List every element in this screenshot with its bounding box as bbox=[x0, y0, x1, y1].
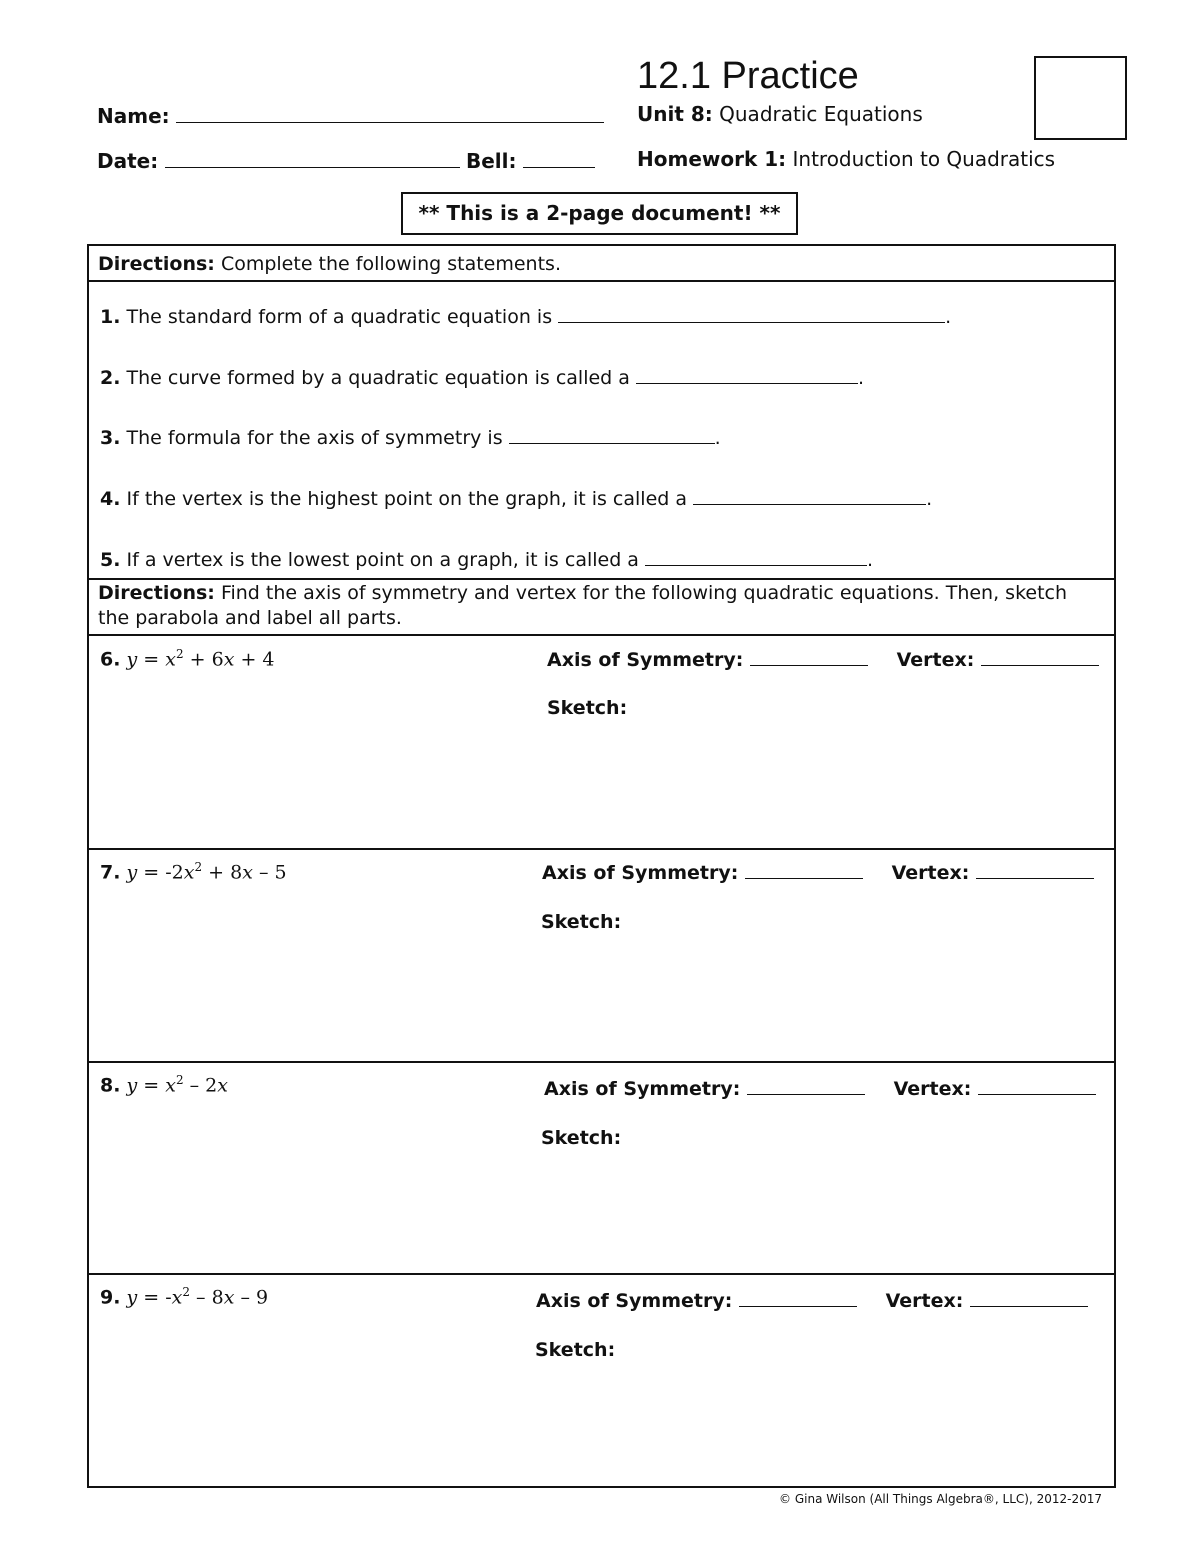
eq-part: = -2 bbox=[137, 861, 184, 884]
problem-9-answers bbox=[536, 1286, 1088, 1313]
unit-label: Unit 8: bbox=[637, 102, 713, 126]
eq-part: – 5 bbox=[252, 861, 287, 884]
eq-exponent: 2 bbox=[175, 647, 184, 661]
date-field[interactable] bbox=[165, 147, 460, 168]
answer-blank[interactable] bbox=[693, 484, 926, 505]
divider bbox=[89, 848, 1114, 850]
question-text: If a vertex is the lowest point on a graph, it is called a bbox=[126, 549, 639, 571]
eq-exponent: 2 bbox=[182, 1285, 191, 1299]
eq-var: x bbox=[165, 1074, 176, 1097]
eq-var: y bbox=[126, 861, 138, 884]
eq-var: x bbox=[171, 1286, 183, 1309]
axis-label: Axis of Symmetry: bbox=[544, 1078, 741, 1100]
problem-9-sketch-label: Sketch: bbox=[535, 1339, 616, 1361]
eq-part: = - bbox=[137, 1286, 172, 1309]
homework-line bbox=[637, 147, 1055, 171]
vertex-answer-blank[interactable] bbox=[976, 858, 1094, 879]
vertex-answer-blank[interactable] bbox=[981, 645, 1099, 666]
axis-label: Axis of Symmetry: bbox=[536, 1290, 733, 1312]
question-1: 1. The standard form of a quadratic equation is . bbox=[100, 302, 951, 329]
question-number: 3. bbox=[100, 427, 121, 449]
problem-6-equation bbox=[100, 642, 275, 671]
vertex-label: Vertex: bbox=[891, 862, 970, 884]
score-box[interactable] bbox=[1034, 56, 1127, 140]
directions-2 bbox=[98, 581, 1098, 631]
directions-1 bbox=[98, 252, 561, 277]
eq-var: y bbox=[126, 1286, 138, 1309]
homework-text: Introduction to Quadratics bbox=[792, 147, 1056, 171]
eq-var: x bbox=[242, 861, 253, 884]
problem-number: 9. bbox=[100, 1286, 121, 1309]
question-text: If the vertex is the highest point on the graph, it is called a bbox=[126, 488, 688, 510]
eq-exponent: 2 bbox=[175, 1073, 184, 1087]
question-number: 5. bbox=[100, 549, 121, 571]
date-label: Date: bbox=[97, 149, 159, 173]
axis-answer-blank[interactable] bbox=[747, 1074, 865, 1095]
question-number: 4. bbox=[100, 488, 121, 510]
eq-part: + 6 bbox=[183, 648, 224, 671]
question-text: The standard form of a quadratic equation is bbox=[126, 306, 553, 328]
axis-label: Axis of Symmetry: bbox=[547, 649, 744, 671]
problem-7-answers bbox=[542, 858, 1094, 885]
eq-part: – 2 bbox=[183, 1074, 218, 1097]
date-row bbox=[97, 147, 595, 173]
eq-var: x bbox=[223, 1286, 235, 1309]
problem-6-answers bbox=[547, 645, 1099, 672]
axis-label: Axis of Symmetry: bbox=[542, 862, 739, 884]
question-number: 2. bbox=[100, 367, 121, 389]
answer-blank[interactable] bbox=[509, 423, 715, 444]
problem-8-equation bbox=[100, 1068, 228, 1097]
problem-number: 6. bbox=[100, 648, 121, 671]
name-label: Name: bbox=[97, 104, 170, 128]
eq-var: x bbox=[165, 648, 176, 671]
eq-part: – 9 bbox=[234, 1286, 269, 1309]
question-5: 5. If a vertex is the lowest point on a graph, it is called a . bbox=[100, 545, 873, 572]
eq-part: = bbox=[137, 1074, 166, 1097]
divider bbox=[89, 578, 1114, 580]
answer-blank[interactable] bbox=[558, 302, 945, 323]
eq-var: y bbox=[126, 648, 138, 671]
eq-part: – 8 bbox=[190, 1286, 224, 1309]
directions-1-text: Complete the following statements. bbox=[220, 253, 561, 275]
bell-label: Bell: bbox=[465, 149, 517, 173]
eq-var: x bbox=[217, 1074, 228, 1097]
eq-exponent: 2 bbox=[194, 860, 203, 874]
directions-2-text: Find the axis of symmetry and vertex for the following quadratic equations. Then, sketch the parabola and label all parts. bbox=[98, 582, 1068, 629]
directions-2-label: Directions: bbox=[98, 582, 215, 604]
question-number: 1. bbox=[100, 306, 121, 328]
axis-answer-blank[interactable] bbox=[745, 858, 863, 879]
eq-part: = bbox=[137, 648, 166, 671]
problem-number: 8. bbox=[100, 1074, 121, 1097]
problem-8-sketch-label: Sketch: bbox=[541, 1127, 622, 1149]
problem-8-answers bbox=[544, 1074, 1096, 1101]
problem-number: 7. bbox=[100, 861, 121, 884]
name-field[interactable] bbox=[176, 102, 604, 123]
unit-line bbox=[637, 102, 923, 126]
divider bbox=[89, 1061, 1114, 1063]
eq-var: x bbox=[223, 648, 235, 671]
question-4: 4. If the vertex is the highest point on the graph, it is called a . bbox=[100, 484, 932, 511]
eq-var: x bbox=[183, 861, 195, 884]
unit-text: Quadratic Equations bbox=[719, 102, 923, 126]
vertex-label: Vertex: bbox=[885, 1290, 964, 1312]
eq-var: y bbox=[126, 1074, 138, 1097]
copyright-footer: © Gina Wilson (All Things Algebra®, LLC), 2012-2017 bbox=[779, 1492, 1102, 1506]
question-text: The formula for the axis of symmetry is bbox=[126, 427, 503, 449]
divider bbox=[89, 634, 1114, 636]
axis-answer-blank[interactable] bbox=[739, 1286, 857, 1307]
worksheet-table bbox=[87, 244, 1116, 1488]
answer-blank[interactable] bbox=[636, 363, 858, 384]
divider bbox=[89, 280, 1114, 282]
page-title: 12.1 Practice bbox=[637, 55, 859, 97]
question-2: 2. The curve formed by a quadratic equation is called a . bbox=[100, 363, 864, 390]
answer-blank[interactable] bbox=[645, 545, 867, 566]
vertex-answer-blank[interactable] bbox=[978, 1074, 1096, 1095]
vertex-answer-blank[interactable] bbox=[970, 1286, 1088, 1307]
question-text: The curve formed by a quadratic equation is called a bbox=[126, 367, 630, 389]
problem-9-equation bbox=[100, 1280, 268, 1309]
name-row bbox=[97, 102, 604, 128]
problem-6-sketch-label: Sketch: bbox=[547, 697, 628, 719]
eq-part: + 8 bbox=[202, 861, 243, 884]
question-3: 3. The formula for the axis of symmetry is . bbox=[100, 423, 721, 450]
vertex-label: Vertex: bbox=[896, 649, 975, 671]
problem-7-equation bbox=[100, 855, 287, 884]
notice-banner: ** This is a 2-page document! ** bbox=[401, 192, 798, 235]
homework-label: Homework 1: bbox=[637, 147, 787, 171]
problem-7-sketch-label: Sketch: bbox=[541, 911, 622, 933]
axis-answer-blank[interactable] bbox=[750, 645, 868, 666]
bell-field[interactable] bbox=[523, 147, 595, 168]
eq-part: + 4 bbox=[234, 648, 275, 671]
directions-1-label: Directions: bbox=[98, 253, 215, 275]
divider bbox=[89, 1273, 1114, 1275]
vertex-label: Vertex: bbox=[893, 1078, 972, 1100]
